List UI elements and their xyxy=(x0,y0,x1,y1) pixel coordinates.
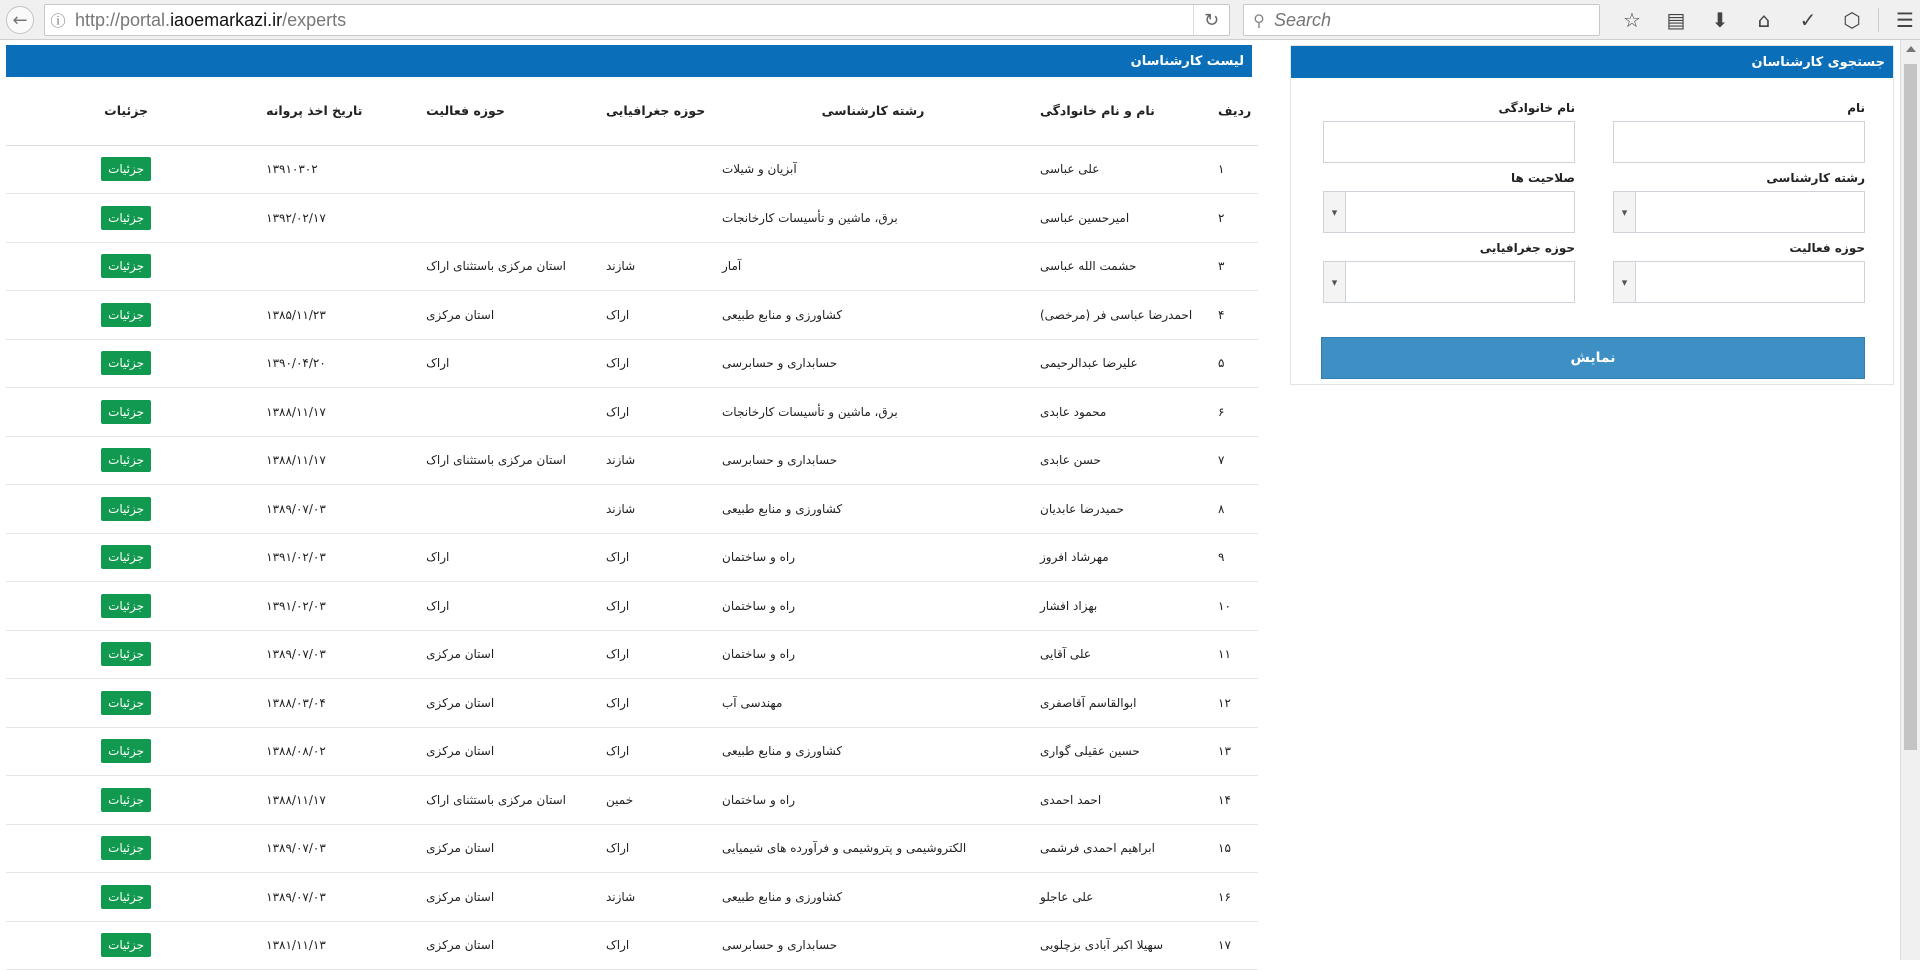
details-cell xyxy=(6,873,246,922)
geographic-area-cell: شازند xyxy=(566,436,706,485)
details-cell xyxy=(6,485,246,534)
download-icon[interactable]: ⬇ xyxy=(1711,8,1729,32)
row-number-cell: ۱۵ xyxy=(1210,824,1258,873)
expert-name-cell: علیرضا عبدالرحیمی xyxy=(1040,339,1210,388)
geographic-area-cell xyxy=(566,145,706,194)
expert-name-cell: علی آقایی xyxy=(1040,630,1210,679)
row-number-cell: ۱۰ xyxy=(1210,582,1258,631)
scroll-up-icon[interactable] xyxy=(1906,46,1916,52)
expertise-field-select[interactable] xyxy=(1613,191,1865,233)
details-cell xyxy=(6,194,246,243)
expert-name-cell: محمود عابدی xyxy=(1040,388,1210,437)
license-date-cell: ۱۳۹۱/۰۲/۰۳ xyxy=(246,582,396,631)
row-number-cell: ۱۱ xyxy=(1210,630,1258,679)
bookmark-star-icon[interactable]: ☆ xyxy=(1623,8,1641,32)
activity-area-cell: استان مرکزی باستثنای اراک xyxy=(396,436,566,485)
geographic-area-cell: اراک xyxy=(566,921,706,970)
details-button[interactable]: جزئیات xyxy=(101,885,151,909)
table-row xyxy=(6,582,1258,631)
expertise-field-cell: راه و ساختمان xyxy=(706,582,1040,631)
activity-area-cell: استان مرکزی xyxy=(396,921,566,970)
geographic-area-cell: اراک xyxy=(566,679,706,728)
details-button[interactable]: جزئیات xyxy=(101,594,151,618)
row-number-cell: ۳ xyxy=(1210,242,1258,291)
activity-area-cell: اراک xyxy=(396,533,566,582)
details-button[interactable]: جزئیات xyxy=(101,933,151,957)
search-experts-panel xyxy=(1290,45,1894,385)
geographic-area-cell: اراک xyxy=(566,727,706,776)
activity-area-cell xyxy=(396,485,566,534)
details-button[interactable]: جزئیات xyxy=(101,497,151,521)
menu-icon[interactable]: ☰ xyxy=(1896,8,1914,32)
details-cell xyxy=(6,824,246,873)
activity-area-cell: استان مرکزی باستثنای اراک xyxy=(396,776,566,825)
chevron-down-icon[interactable]: ▾ xyxy=(1324,192,1346,232)
details-cell xyxy=(6,242,246,291)
license-date-cell: ۱۳۸۸/۰۸/۰۲ xyxy=(246,727,396,776)
column-header: تاریخ اخذ پروانه xyxy=(246,77,396,145)
chevron-down-icon[interactable]: ▾ xyxy=(1614,262,1636,302)
geographic-area-cell: اراک xyxy=(566,291,706,340)
expertise-field-cell: حسابداری و حسابرسی xyxy=(706,921,1040,970)
table-row xyxy=(6,679,1258,728)
column-header: رشته کارشناسی xyxy=(706,77,1040,145)
chevron-down-icon[interactable]: ▾ xyxy=(1324,262,1346,302)
row-number-cell: ۱۲ xyxy=(1210,679,1258,728)
row-number-cell: ۱۷ xyxy=(1210,921,1258,970)
row-number-cell: ۱۳ xyxy=(1210,727,1258,776)
license-date-cell: ۱۳۸۹/۰۷/۰۳ xyxy=(246,824,396,873)
details-cell xyxy=(6,582,246,631)
expertise-field-cell: کشاورزی و منابع طبیعی xyxy=(706,873,1040,922)
table-row xyxy=(6,388,1258,437)
reading-list-icon[interactable]: ▤ xyxy=(1666,8,1686,32)
license-date-cell: ۱۳۹۱۰۳۰۲ xyxy=(246,145,396,194)
search-icon: ⚲ xyxy=(1253,10,1265,30)
license-date-cell: ۱۳۸۱/۱۱/۱۳ xyxy=(246,921,396,970)
license-date-cell: ۱۳۹۲/۰۲/۱۷ xyxy=(246,194,396,243)
details-cell xyxy=(6,630,246,679)
reload-icon[interactable]: ↻ xyxy=(1193,5,1229,35)
search-panel-title: جستجوی کارشناسان xyxy=(1291,46,1893,78)
activity-area-cell: استان مرکزی باستثنای اراک xyxy=(396,242,566,291)
details-button[interactable]: جزئیات xyxy=(101,836,151,860)
license-date-cell: ۱۳۸۹/۰۷/۰۳ xyxy=(246,630,396,679)
table-row xyxy=(6,921,1258,970)
geographic-area-cell: اراک xyxy=(566,339,706,388)
qualifications-label: صلاحیت ها xyxy=(1511,171,1575,185)
activity-area-cell xyxy=(396,194,566,243)
expert-name-cell: احمدرضا عباسی فر (مرخصی) xyxy=(1040,291,1210,340)
details-cell xyxy=(6,388,246,437)
table-row xyxy=(6,873,1258,922)
license-date-cell: ۱۳۸۸/۱۱/۱۷ xyxy=(246,388,396,437)
expertise-field-cell: آبزیان و شیلات xyxy=(706,145,1040,194)
expertise-field-cell: کشاورزی و منابع طبیعی xyxy=(706,727,1040,776)
column-header: ردیف xyxy=(1210,77,1258,145)
details-button[interactable]: جزئیات xyxy=(101,739,151,763)
expert-name-cell: حسن عابدی xyxy=(1040,436,1210,485)
details-button[interactable]: جزئیات xyxy=(101,545,151,569)
table-row xyxy=(6,533,1258,582)
show-button[interactable]: نمایش xyxy=(1321,337,1865,379)
chevron-down-icon[interactable]: ▾ xyxy=(1614,192,1636,232)
page-content xyxy=(0,40,1920,960)
details-cell xyxy=(6,776,246,825)
details-button[interactable]: جزئیات xyxy=(101,448,151,472)
last-name-input[interactable] xyxy=(1323,121,1575,163)
first-name-input[interactable] xyxy=(1613,121,1865,163)
table-row xyxy=(6,145,1258,194)
expert-name-cell: سهیلا اکبر آبادی بزچلویی xyxy=(1040,921,1210,970)
license-date-cell: ۱۳۸۵/۱۱/۲۳ xyxy=(246,291,396,340)
column-header: حوزه فعالیت xyxy=(396,77,566,145)
expert-name-cell: علی عباسی xyxy=(1040,145,1210,194)
table-row xyxy=(6,630,1258,679)
expert-name-cell: ابوالقاسم آقاصفری xyxy=(1040,679,1210,728)
geographic-area-cell: شازند xyxy=(566,485,706,534)
activity-area-label: حوزه فعالیت xyxy=(1789,241,1865,255)
row-number-cell: ۵ xyxy=(1210,339,1258,388)
table-row xyxy=(6,194,1258,243)
details-button[interactable]: جزئیات xyxy=(101,157,151,181)
expertise-field-cell: کشاورزی و منابع طبیعی xyxy=(706,291,1040,340)
experts-list-panel xyxy=(6,45,1252,965)
geographic-area-cell xyxy=(566,194,706,243)
expertise-field-label: رشته کارشناسی xyxy=(1766,171,1865,185)
details-button[interactable]: جزئیات xyxy=(101,254,151,278)
row-number-cell: ۹ xyxy=(1210,533,1258,582)
license-date-cell: ۱۳۸۹/۰۷/۰۳ xyxy=(246,873,396,922)
row-number-cell: ۱۶ xyxy=(1210,873,1258,922)
details-button[interactable]: جزئیات xyxy=(101,400,151,424)
geographic-area-cell: اراک xyxy=(566,630,706,679)
row-number-cell: ۲ xyxy=(1210,194,1258,243)
details-button[interactable]: جزئیات xyxy=(101,303,151,327)
expert-name-cell: احمد احمدی xyxy=(1040,776,1210,825)
expertise-field-cell: آمار xyxy=(706,242,1040,291)
license-date-cell xyxy=(246,242,396,291)
qualifications-select[interactable] xyxy=(1323,191,1575,233)
geographic-area-select[interactable] xyxy=(1323,261,1575,303)
expert-name-cell: بهزاد افشار xyxy=(1040,582,1210,631)
expert-name-cell: علی عاجلو xyxy=(1040,873,1210,922)
browser-search-bar[interactable] xyxy=(1243,4,1600,36)
activity-area-select[interactable] xyxy=(1613,261,1865,303)
address-bar[interactable] xyxy=(44,4,1230,36)
details-cell xyxy=(6,727,246,776)
details-button[interactable]: جزئیات xyxy=(101,351,151,375)
pocket-icon[interactable]: ✓ xyxy=(1799,8,1817,32)
details-cell xyxy=(6,436,246,485)
row-number-cell: ۷ xyxy=(1210,436,1258,485)
table-row xyxy=(6,339,1258,388)
row-number-cell: ۴ xyxy=(1210,291,1258,340)
table-row xyxy=(6,824,1258,873)
home-icon[interactable]: ⌂ xyxy=(1757,8,1771,32)
row-number-cell: ۶ xyxy=(1210,388,1258,437)
browser-search-input[interactable] xyxy=(1274,10,1574,31)
activity-area-cell: استان مرکزی xyxy=(396,824,566,873)
activity-area-cell xyxy=(396,388,566,437)
expert-name-cell: حشمت الله عباسی xyxy=(1040,242,1210,291)
geographic-area-cell: اراک xyxy=(566,533,706,582)
back-arrow-icon[interactable]: ← xyxy=(6,6,34,34)
license-date-cell: ۱۳۸۹/۰۷/۰۳ xyxy=(246,485,396,534)
expertise-field-cell: حسابداری و حسابرسی xyxy=(706,339,1040,388)
experts-table xyxy=(6,77,1258,970)
geographic-area-cell: خمین xyxy=(566,776,706,825)
geographic-area-label: حوزه جغرافیایی xyxy=(1479,241,1575,255)
license-date-cell: ۱۳۸۸/۱۱/۱۷ xyxy=(246,776,396,825)
details-button[interactable]: جزئیات xyxy=(101,642,151,666)
license-date-cell: ۱۳۹۰/۰۴/۲۰ xyxy=(246,339,396,388)
expertise-field-cell: کشاورزی و منابع طبیعی xyxy=(706,485,1040,534)
last-name-label: نام خانوادگی xyxy=(1498,101,1575,115)
details-button[interactable]: جزئیات xyxy=(101,788,151,812)
geographic-area-cell: اراک xyxy=(566,582,706,631)
details-cell xyxy=(6,921,246,970)
license-date-cell: ۱۳۹۱/۰۲/۰۳ xyxy=(246,533,396,582)
table-row xyxy=(6,727,1258,776)
activity-area-cell: اراک xyxy=(396,582,566,631)
expert-name-cell: ابراهیم احمدی فرشمی xyxy=(1040,824,1210,873)
row-number-cell: ۸ xyxy=(1210,485,1258,534)
expertise-field-cell: راه و ساختمان xyxy=(706,776,1040,825)
expertise-field-cell: راه و ساختمان xyxy=(706,630,1040,679)
table-row xyxy=(6,485,1258,534)
geographic-area-cell: شازند xyxy=(566,242,706,291)
first-name-label: نام xyxy=(1847,101,1865,115)
row-number-cell: ۱ xyxy=(1210,145,1258,194)
expertise-field-cell: الکتروشیمی و پتروشیمی و فرآورده های شیمیایی xyxy=(706,824,1040,873)
url-text[interactable]: http://portal.iaoemarkazi.ir/experts xyxy=(75,9,347,30)
expertise-field-cell: برق، ماشین و تأسیسات کارخانجات xyxy=(706,194,1040,243)
table-header-row xyxy=(6,77,1258,145)
details-cell xyxy=(6,533,246,582)
extension-icon[interactable]: ⬡ xyxy=(1843,8,1861,32)
table-row xyxy=(6,776,1258,825)
activity-area-cell: استان مرکزی xyxy=(396,630,566,679)
details-cell xyxy=(6,679,246,728)
site-info-icon[interactable]: ⓘ xyxy=(50,11,66,30)
license-date-cell: ۱۳۸۸/۱۱/۱۷ xyxy=(246,436,396,485)
details-cell xyxy=(6,291,246,340)
list-panel-title: لیست کارشناسان xyxy=(6,45,1252,77)
details-cell xyxy=(6,145,246,194)
activity-area-cell xyxy=(396,145,566,194)
activity-area-cell: استان مرکزی xyxy=(396,679,566,728)
row-number-cell: ۱۴ xyxy=(1210,776,1258,825)
details-cell xyxy=(6,339,246,388)
activity-area-cell: استان مرکزی xyxy=(396,727,566,776)
column-header: نام و نام خانوادگی xyxy=(1040,77,1210,145)
table-row xyxy=(6,291,1258,340)
activity-area-cell: استان مرکزی xyxy=(396,291,566,340)
expertise-field-cell: حسابداری و حسابرسی xyxy=(706,436,1040,485)
geographic-area-cell: اراک xyxy=(566,824,706,873)
page-scrollbar[interactable] xyxy=(1900,40,1920,960)
column-header: جزئیات xyxy=(6,77,246,145)
details-button[interactable]: جزئیات xyxy=(101,691,151,715)
table-row xyxy=(6,436,1258,485)
expert-name-cell: حسین عقیلی گواری xyxy=(1040,727,1210,776)
activity-area-cell: اراک xyxy=(396,339,566,388)
expert-name-cell: مهرشاد افروز xyxy=(1040,533,1210,582)
table-row xyxy=(6,242,1258,291)
geographic-area-cell: شازند xyxy=(566,873,706,922)
expertise-field-cell: راه و ساختمان xyxy=(706,533,1040,582)
license-date-cell: ۱۳۸۸/۰۳/۰۴ xyxy=(246,679,396,728)
column-header: حوزه جغرافیایی xyxy=(566,77,706,145)
scrollbar-thumb[interactable] xyxy=(1904,64,1917,750)
activity-area-cell: استان مرکزی xyxy=(396,873,566,922)
expertise-field-cell: مهندسی آب xyxy=(706,679,1040,728)
details-button[interactable]: جزئیات xyxy=(101,206,151,230)
expert-name-cell: امیرحسین عباسی xyxy=(1040,194,1210,243)
browser-toolbar xyxy=(0,0,1920,40)
expert-name-cell: حمیدرضا عابدیان xyxy=(1040,485,1210,534)
expertise-field-cell: برق، ماشین و تأسیسات کارخانجات xyxy=(706,388,1040,437)
geographic-area-cell: اراک xyxy=(566,388,706,437)
